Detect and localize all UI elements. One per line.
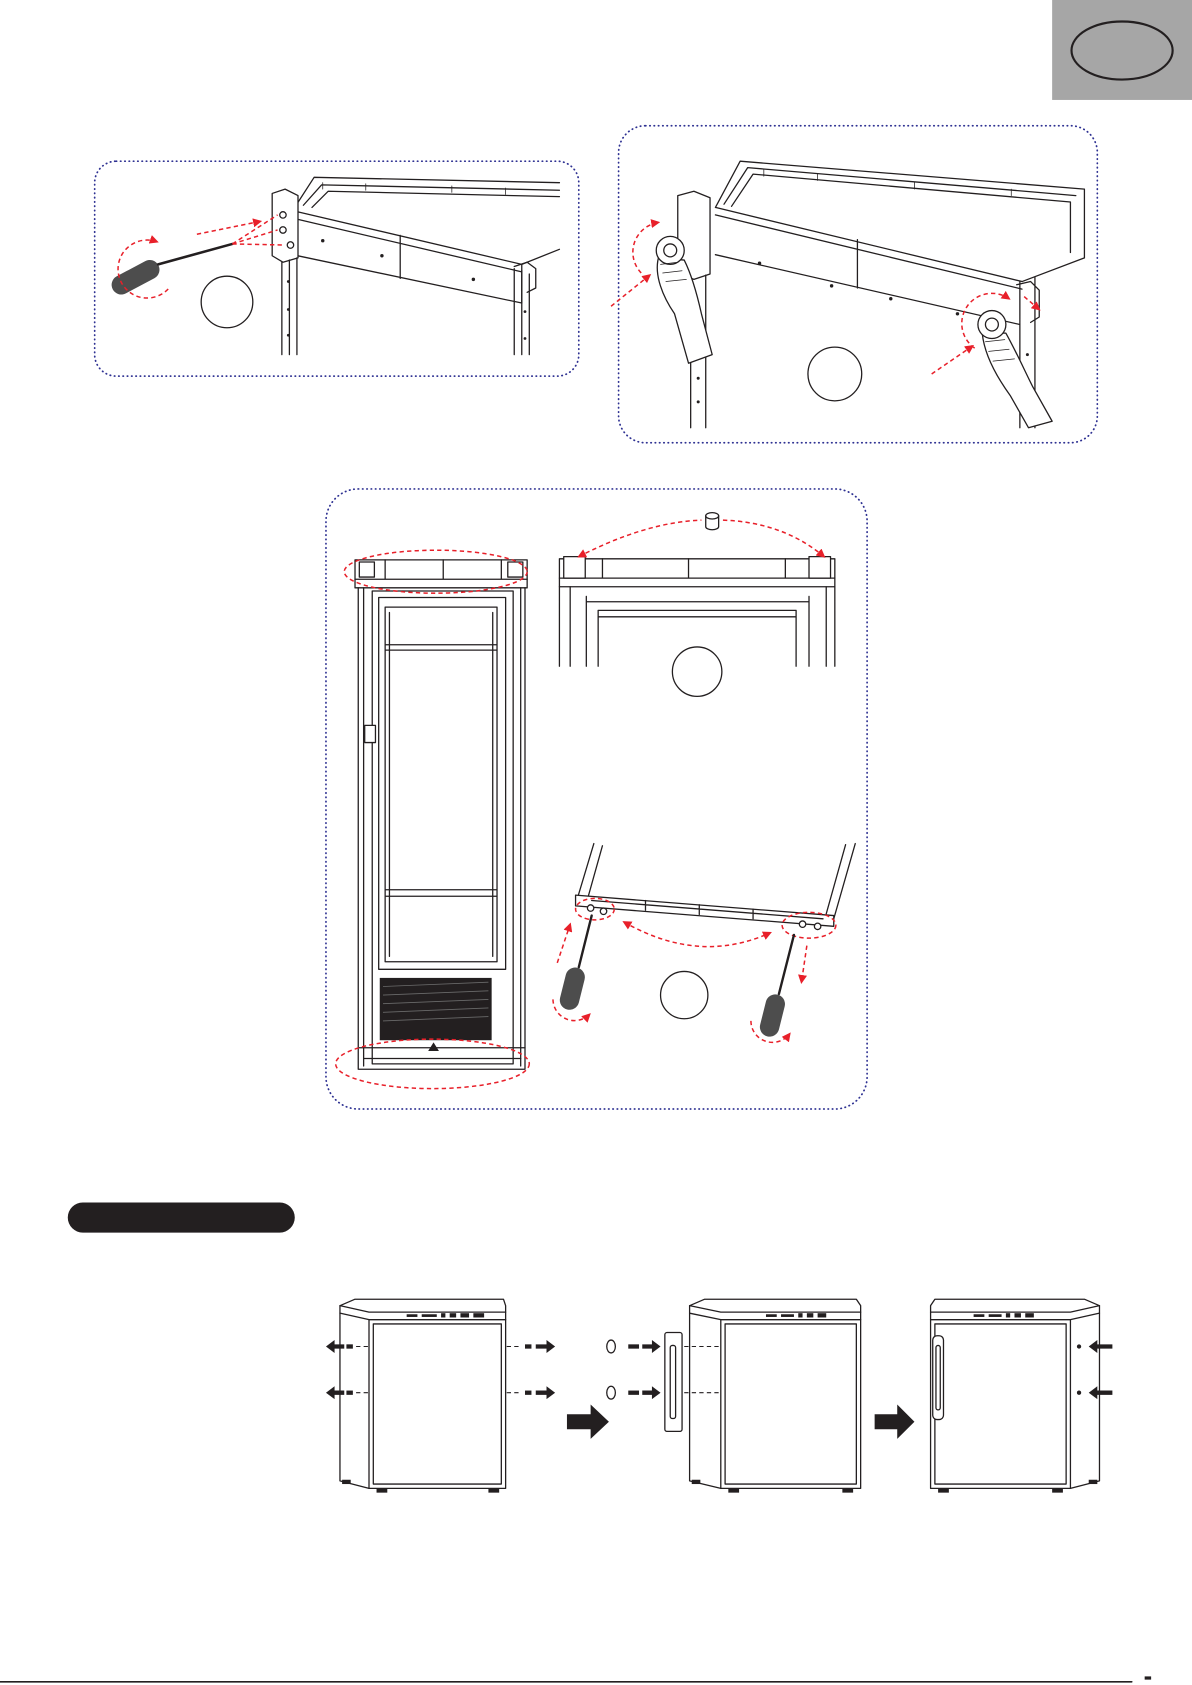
display-mark: [989, 1314, 1002, 1317]
fridge-door: [725, 1324, 856, 1484]
bottom-hinge-detail: [553, 844, 855, 1043]
arrow-left-icon: [326, 1340, 344, 1353]
screw-hole: [889, 297, 892, 300]
undercounter-fridge-1: [326, 1299, 555, 1492]
hinge-knob-center: [664, 244, 677, 257]
screw-hole: [956, 312, 959, 315]
door-handle: [365, 725, 376, 742]
foot: [692, 1480, 701, 1484]
hinge-screw: [814, 923, 820, 929]
screw: [525, 1391, 531, 1395]
screwdriver-shaft: [779, 935, 794, 994]
hand-outline: [982, 333, 1052, 428]
door-handle-slot: [670, 1345, 675, 1418]
footer-mark: [1145, 1676, 1151, 1679]
screw: [346, 1391, 352, 1395]
screw: [346, 1344, 352, 1348]
hinge-knob-center: [985, 318, 998, 331]
illustration-panel-2: [611, 126, 1097, 443]
language-tab: [1052, 0, 1192, 100]
small-arrow: [1024, 297, 1039, 310]
fridge-side: [690, 1313, 721, 1488]
fridge-side: [340, 1313, 369, 1488]
post-hole: [287, 334, 290, 337]
arrow-right-icon: [567, 1405, 609, 1439]
hinge-bracket: [272, 189, 298, 262]
display-mark: [766, 1314, 777, 1317]
undercounter-fridge-3: [931, 1299, 1113, 1492]
illustration-panel-3: [326, 489, 867, 1109]
step-marker: [672, 647, 721, 696]
foot: [1052, 1488, 1063, 1492]
display-mark: [798, 1313, 802, 1317]
display-mark: [1006, 1313, 1010, 1317]
hinge-screw: [799, 921, 805, 927]
display-mark: [441, 1313, 445, 1317]
direction-arrow: [557, 924, 570, 963]
hinge-pin-top: [706, 513, 719, 519]
post-hole: [1026, 353, 1029, 356]
fridge-top-drawing: [272, 177, 559, 354]
transfer-arrow: [624, 922, 770, 947]
undercounter-fridge-2: [607, 1299, 861, 1492]
display-mark: [818, 1313, 827, 1317]
post-hole: [524, 310, 527, 313]
fridge-body: [721, 1320, 861, 1489]
screw-hole: [380, 254, 383, 257]
screwdriver-handle: [108, 257, 163, 298]
screwdriver-handle: [558, 965, 587, 1011]
section-heading-bar: [68, 1202, 295, 1232]
arrow-left-icon: [326, 1386, 344, 1399]
post-hole: [287, 280, 290, 283]
direction-arrow: [932, 346, 973, 374]
fridge-door: [373, 1324, 501, 1484]
foot: [377, 1488, 388, 1492]
hinge-screw: [280, 212, 286, 218]
display-mark: [1025, 1313, 1034, 1317]
top-hinge-detail: [559, 513, 834, 697]
screw-hole: [472, 278, 475, 281]
screwdriver-icon: [758, 935, 794, 1039]
arrow-right-icon: [642, 1386, 660, 1399]
display-mark: [1014, 1313, 1020, 1317]
arrow-right-icon: [536, 1386, 555, 1399]
fridge-door: [935, 1324, 1066, 1484]
arrow-left-icon: [1089, 1340, 1113, 1353]
arrow-right-icon: [642, 1340, 660, 1353]
direction-arrow: [801, 946, 806, 983]
foot: [1089, 1480, 1098, 1484]
hinge-screw: [587, 905, 593, 911]
fridge-side: [1070, 1313, 1099, 1488]
display-mark: [407, 1314, 418, 1317]
foot: [842, 1488, 853, 1492]
hinge-column: [282, 258, 297, 355]
illustration-panel-1: [95, 161, 579, 376]
screwdriver-icon: [558, 916, 592, 1012]
screw: [628, 1344, 639, 1348]
display-mark: [781, 1314, 794, 1317]
hinge-block: [809, 557, 831, 578]
rotate-arrow: [633, 222, 659, 273]
foot: [342, 1480, 351, 1484]
foot: [728, 1488, 739, 1492]
step-marker: [201, 276, 253, 328]
screwdriver-shaft: [158, 244, 232, 264]
transfer-arrow: [723, 520, 824, 557]
display-mark: [807, 1313, 813, 1317]
fridge-top-outline: [715, 161, 1084, 324]
post-hole: [697, 377, 700, 380]
display-mark: [450, 1313, 456, 1317]
screw: [628, 1391, 639, 1395]
fridge-top-outline: [293, 177, 560, 303]
arrow-right-icon: [536, 1340, 555, 1353]
hinge-block: [564, 557, 586, 578]
display-mark: [974, 1314, 985, 1317]
ventilation-grille: [380, 978, 492, 1040]
door-handle-slot: [936, 1345, 940, 1409]
screwdriver-handle: [758, 992, 787, 1038]
screw-cap: [607, 1340, 616, 1353]
step-marker: [661, 971, 708, 1018]
screw: [1077, 1344, 1081, 1348]
hand-icon: [978, 311, 1052, 428]
display-mark: [460, 1313, 469, 1317]
right-post: [514, 262, 536, 354]
post-hole: [524, 337, 527, 340]
top-bar: [559, 559, 834, 587]
direction-arrow: [611, 275, 650, 306]
tall-fridge-front: [336, 550, 530, 1088]
post-hole: [697, 400, 700, 403]
screw-hole: [830, 284, 833, 287]
foot: [428, 1042, 439, 1051]
screw-cap: [607, 1386, 616, 1399]
foot: [938, 1488, 949, 1492]
transfer-arrow: [579, 520, 702, 557]
fridge-body: [931, 1320, 1071, 1489]
screwdriver-shaft: [579, 916, 592, 968]
arrow-left-icon: [1089, 1386, 1113, 1399]
arrow-right-icon: [875, 1405, 915, 1439]
language-tab-background: [1052, 0, 1192, 100]
step-marker: [808, 347, 862, 401]
door-inner-frame: [379, 597, 506, 969]
kick-plate: [358, 1048, 525, 1059]
screw: [525, 1344, 531, 1348]
screw-hole: [758, 262, 761, 265]
hinge-screw: [280, 227, 286, 233]
screw: [1077, 1391, 1081, 1395]
screw-hole: [321, 239, 324, 242]
hinge-block: [359, 562, 374, 577]
direction-arrow: [197, 221, 260, 234]
hinge-screw: [600, 908, 606, 914]
display-mark: [473, 1313, 484, 1317]
hinge-screw: [287, 242, 293, 248]
foot: [488, 1488, 499, 1492]
glass-and-shelves: [385, 607, 497, 962]
display-mark: [422, 1314, 437, 1317]
post-hole: [287, 308, 290, 311]
fridge-body: [369, 1320, 506, 1489]
